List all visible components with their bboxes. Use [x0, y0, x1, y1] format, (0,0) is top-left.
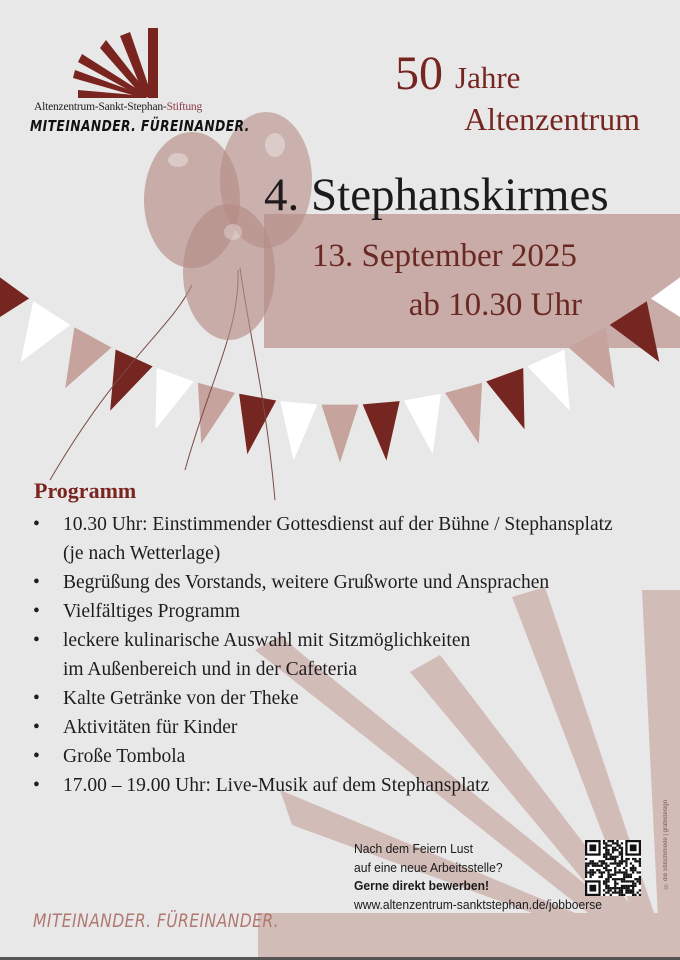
program-item-text-cont: (je nach Wetterlage) [63, 543, 221, 564]
job-line: auf eine neue Arbeitsstelle? [354, 859, 503, 875]
logo-name-accent: Stiftung [166, 101, 203, 113]
jubilee-number: 50 [395, 47, 443, 100]
bunting-flag [239, 394, 276, 454]
bullet: • [33, 514, 40, 535]
program-item [33, 771, 489, 800]
program-item-text: Kalte Getränke von der Theke [63, 688, 299, 709]
bullet: • [33, 572, 40, 593]
bunting-flag [445, 383, 482, 444]
footer-tagline: MITEINANDER. FÜREINANDER. [33, 910, 279, 932]
program-item [33, 626, 470, 684]
program-item [33, 684, 299, 713]
program-item-text: leckere kulinarische Auswahl mit Sitzmöglichkeiten [63, 630, 471, 651]
bullet: • [33, 717, 40, 738]
bunting-flag [21, 301, 71, 362]
program-item [33, 597, 240, 626]
program-item-text: 17.00 – 19.00 Uhr: Live-Musik auf dem Stephansplatz [63, 775, 490, 796]
program-item-text: Vielfältiges Programm [63, 601, 240, 622]
logo-name-part: Altenzentrum-Sankt-Stephan- [34, 101, 167, 113]
program-item-text-cont: im Außenbereich und in der Cafeteria [63, 659, 358, 680]
logo-sun-icon [73, 28, 158, 98]
bunting-flag [65, 327, 111, 388]
job-url-link[interactable]: www.altenzentrum-sanktstephan.de/jobboerse [354, 896, 602, 912]
job-cta: Gerne direkt bewerben! [354, 878, 490, 893]
bunting-flag [321, 405, 358, 463]
event-time: ab 10.30 Uhr [408, 287, 582, 323]
program-item-text: Begrüßung des Vorstands, weitere Grußworte und Ansprachen [63, 572, 550, 593]
bunting-flag [486, 368, 524, 429]
qr-code-icon[interactable] [585, 840, 641, 896]
logo-foundation-name [34, 101, 202, 114]
event-date: 13. September 2025 [312, 238, 577, 274]
job-line: Nach dem Feiern Lust [354, 841, 473, 856]
bullet: • [33, 688, 40, 709]
bullet: • [33, 601, 40, 622]
bunting-flag [404, 394, 441, 454]
jubilee-word: Jahre [455, 60, 521, 95]
bunting-flag [198, 383, 235, 444]
jubilee-subject: Altenzentrum [464, 101, 640, 137]
program-item-text: Aktivitäten für Kinder [63, 717, 238, 738]
program-item [33, 742, 185, 771]
bunting-flag [363, 401, 400, 460]
balloon-middle [183, 204, 275, 340]
bunting-flag [110, 350, 152, 411]
program-item [33, 713, 237, 742]
program-heading: Programm [34, 478, 137, 503]
program-list [33, 510, 613, 800]
bullet: • [33, 630, 40, 651]
bunting-flag [527, 350, 569, 411]
bullet: • [33, 746, 40, 767]
logo-tagline: MITEINANDER. FÜREINANDER. [30, 117, 250, 135]
program-item-text: 10.30 Uhr: Einstimmender Gottesdienst auf der Bühne / Stephansplatz [63, 514, 613, 535]
program-item [33, 568, 549, 597]
program-item-text: Große Tombola [63, 746, 186, 767]
bullet: • [33, 775, 40, 796]
event-title: 4. Stephanskirmes [264, 169, 609, 221]
bunting-flag [0, 272, 29, 332]
design-credit: © die Stilschmiede | grafikdesign [663, 800, 669, 889]
program-item [33, 510, 613, 568]
bunting-flag [156, 368, 194, 429]
bunting-flag [280, 401, 317, 460]
job-callout [354, 840, 602, 914]
